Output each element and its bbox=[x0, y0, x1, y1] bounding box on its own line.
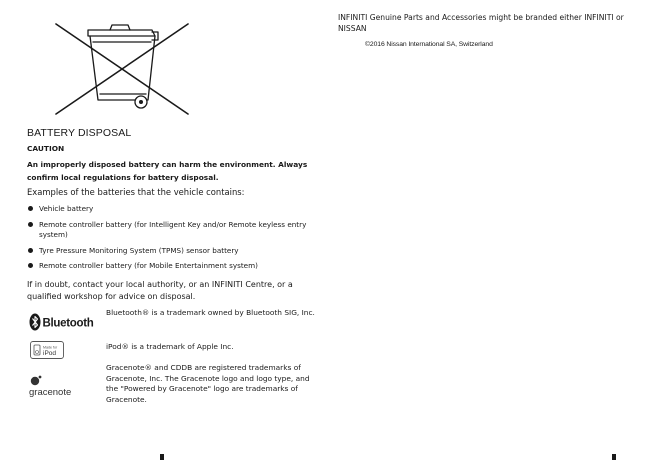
list-item bbox=[27, 246, 327, 257]
bullet-dot-icon bbox=[28, 222, 33, 227]
examples-intro: Examples of the batteries that the vehicle contains: bbox=[27, 187, 245, 197]
list-item bbox=[27, 204, 327, 215]
caution-text: An improperly disposed battery can harm the environment. Always confirm local regulations for battery disposal. bbox=[27, 160, 308, 182]
bullet-dot-icon bbox=[28, 206, 33, 211]
list-item-text: Tyre Pressure Monitoring System (TPMS) sensor battery bbox=[39, 245, 239, 255]
crossed-out-wheelie-bin-icon bbox=[52, 18, 194, 120]
list-item-text: Remote controller battery (for Intelligent Key and/or Remote keyless entry system) bbox=[39, 219, 307, 239]
ipod-badge-text: iPod bbox=[43, 350, 57, 357]
bluetooth-logo-text: Bluetooth bbox=[42, 317, 94, 330]
ipod-trademark-text: iPod® is a trademark of Apple Inc. bbox=[106, 342, 234, 351]
bullet-dot-icon bbox=[28, 248, 33, 253]
copyright-notice: ©2016 Nissan International SA, Switzerland bbox=[365, 41, 493, 48]
list-item bbox=[27, 261, 327, 272]
gracenote-trademark-text: Gracenote® and CDDB are registered trademarks of Gracenote, Inc. The Gracenote logo and logo type, and the "Powered by Gracenote" logo are trademarks of Gracenote. bbox=[106, 363, 310, 404]
crop-mark bbox=[160, 454, 164, 460]
gracenote-logo bbox=[27, 374, 93, 400]
bullet-dot-icon bbox=[28, 263, 33, 268]
disposal-advice: If in doubt, contact your local authority, or an INFINITI Centre, or a qualified workshop for advice on disposal. bbox=[27, 280, 293, 301]
bluetooth-logo bbox=[28, 311, 94, 333]
gracenote-logo-text: gracenote bbox=[29, 387, 72, 398]
bluetooth-trademark-text: Bluetooth® is a trademark owned by Bluetooth SIG, Inc. bbox=[106, 308, 315, 317]
battery-examples-list bbox=[27, 204, 327, 277]
list-item-text: Vehicle battery bbox=[39, 204, 94, 213]
caution-label: CAUTION bbox=[27, 144, 65, 153]
infiniti-parts-note: INFINITI Genuine Parts and Accessories might be branded either INFINITI or NISSAN bbox=[338, 13, 624, 33]
crop-mark bbox=[612, 454, 616, 460]
list-item-text: Remote controller battery (for Mobile Entertainment system) bbox=[39, 261, 258, 270]
ipod-badge-small-text: Made for bbox=[43, 345, 58, 350]
ipod-badge-logo bbox=[30, 341, 64, 359]
list-item bbox=[27, 220, 327, 241]
section-title: BATTERY DISPOSAL bbox=[27, 127, 132, 139]
